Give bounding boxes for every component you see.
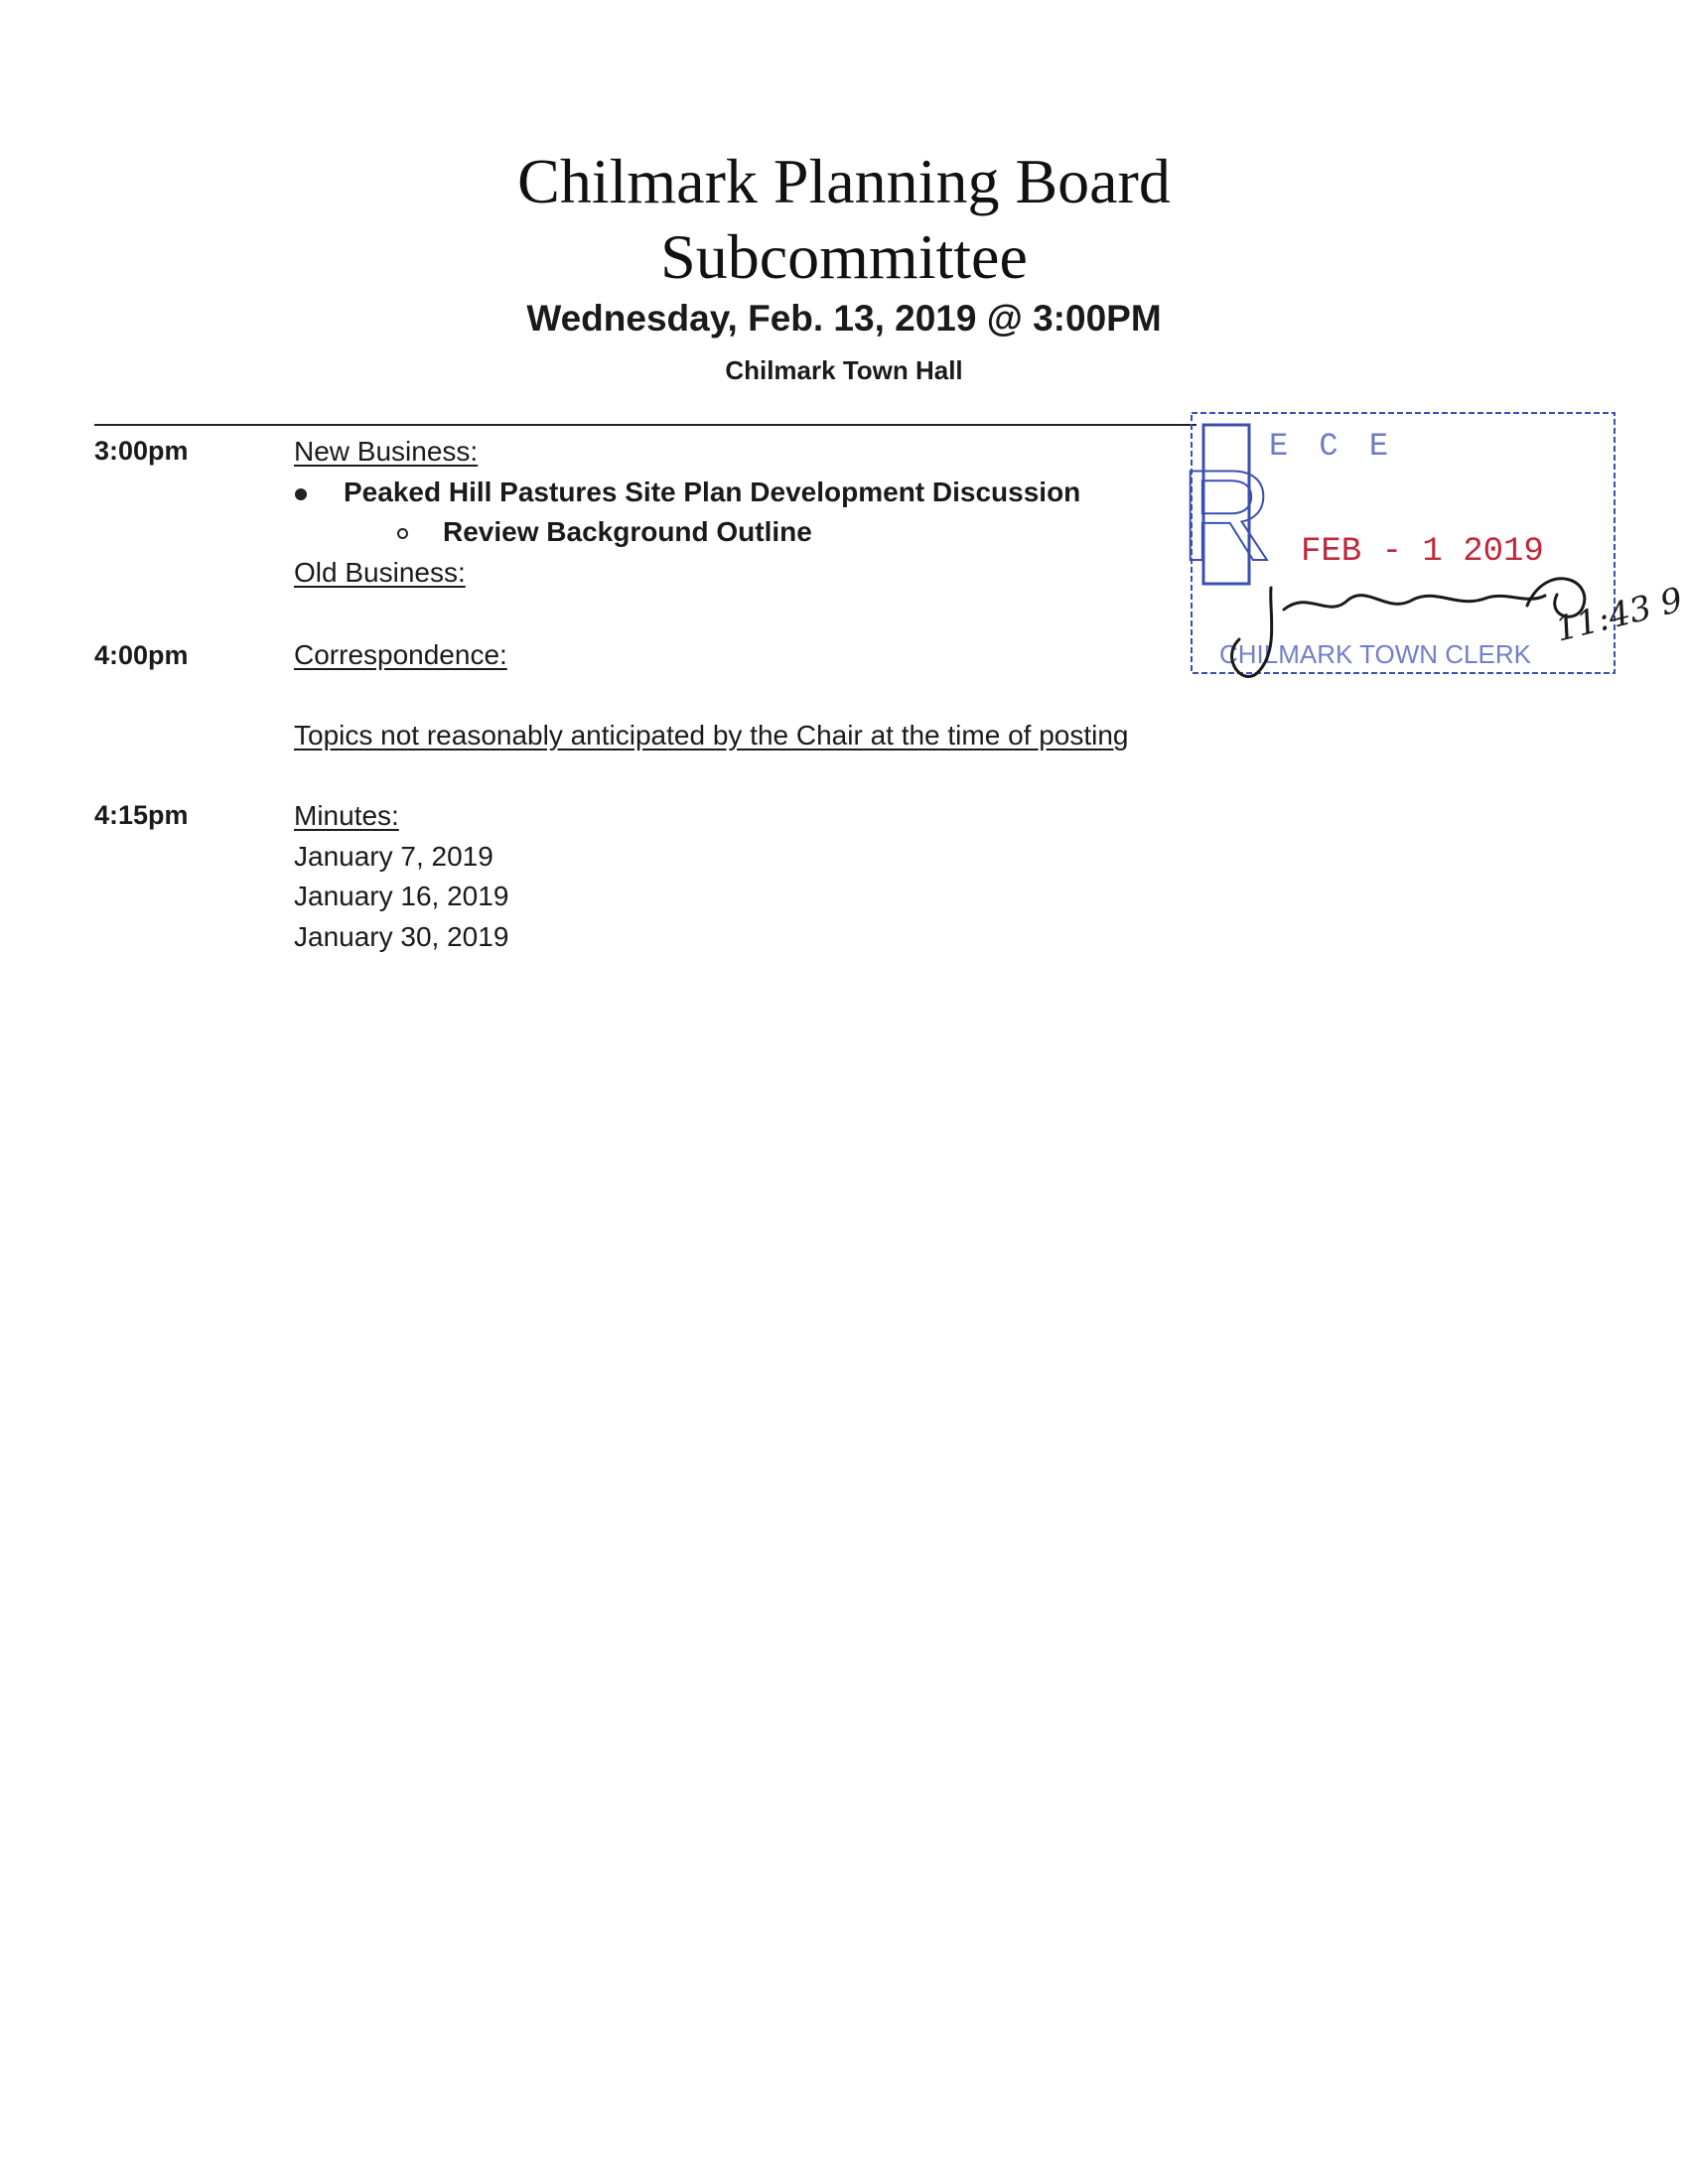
new-business-heading: New Business: [294, 436, 479, 467]
meeting-location: Chilmark Town Hall [725, 355, 963, 385]
new-business-subitem: Review Background Outline [443, 516, 812, 547]
time-slot-3: 4:15pm [94, 800, 189, 830]
time-slot-1: 3:00pm [94, 436, 189, 466]
time-slot-2: 4:00pm [94, 640, 189, 670]
stamp-office: CHILMARK TOWN CLERK [1219, 639, 1531, 669]
stamp-letter: R [1180, 443, 1273, 588]
minutes-entry: January 30, 2019 [294, 921, 509, 952]
stamp-word: E C E [1269, 428, 1395, 465]
header-divider [94, 424, 1196, 426]
stamp-date: FEB - 1 2019 [1301, 533, 1544, 571]
minutes-heading: Minutes: [294, 800, 399, 831]
board-subtitle: Subcommittee [660, 221, 1028, 292]
unanticipated-topics: Topics not reasonably anticipated by the Chair at the time of posting [294, 720, 1129, 751]
sub-bullet-icon [397, 528, 408, 539]
handwritten-time: 11:43 9 [1551, 580, 1687, 650]
minutes-entry: January 7, 2019 [294, 841, 493, 872]
board-title: Chilmark Planning Board [517, 146, 1171, 216]
minutes-entry: January 16, 2019 [294, 881, 509, 911]
received-stamp [1180, 411, 1687, 681]
correspondence-heading: Correspondence: [294, 639, 507, 670]
bullet-icon [295, 488, 307, 500]
old-business-heading: Old Business: [294, 557, 466, 588]
meeting-date-time: Wednesday, Feb. 13, 2019 @ 3:00PM [526, 298, 1162, 339]
new-business-item: Peaked Hill Pastures Site Plan Development Discussion [344, 477, 1081, 507]
